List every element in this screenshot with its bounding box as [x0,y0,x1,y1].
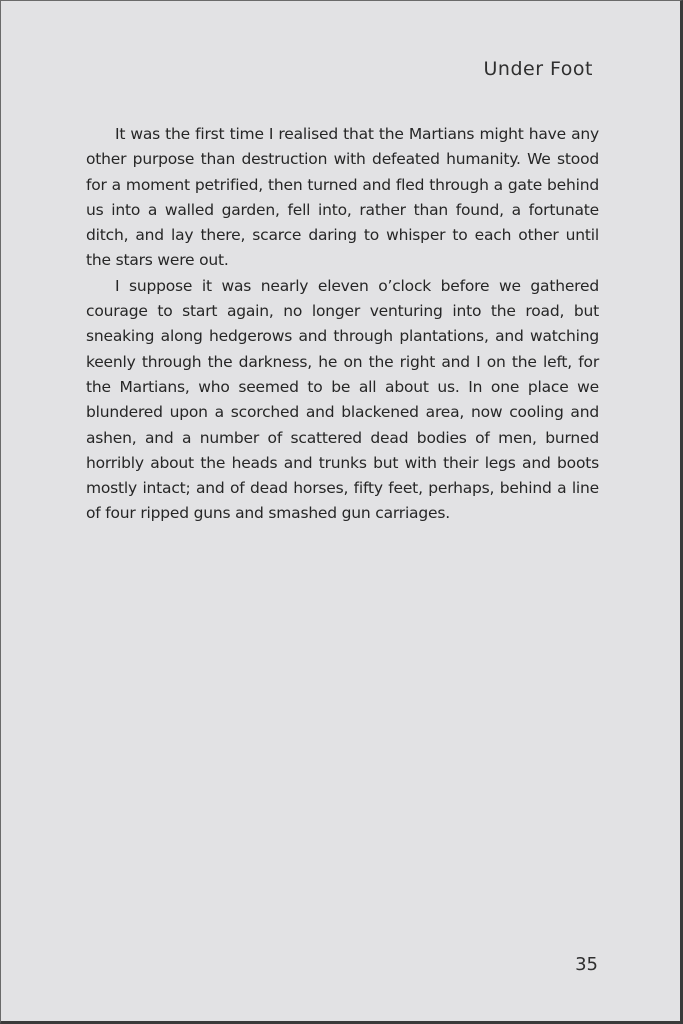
paragraph: It was the first time I realised that the Martians might have any other purpose than destruction with defeated humanity. We stood for a moment petrified, then turned and fled through a gate behind us into a walled garden, fell into, rather than found, a fortunate ditch, and lay there, scarce daring to whisper to each other until the stars were out. [86,125,599,270]
body-text [86,122,599,527]
paragraph: I suppose it was nearly eleven o’clock before we gathered courage to start again, no longer venturing into the road, but sneaking along hedgerows and through plantations, and watching keenly through the darkness, he on the right and I on the left, for the Martians, who seemed to be all about us. In one place we blundered upon a scorched and blackened area, now cooling and ashen, and a number of scattered dead bodies of men, burned horribly about the heads and trunks but with their legs and boots mostly intact; and of dead horses, fifty feet, perhaps, behind a line of four ripped guns and smashed gun carriages. [86,276,599,523]
page-number: 35 [575,954,598,975]
running-title: Under Foot [483,58,593,80]
